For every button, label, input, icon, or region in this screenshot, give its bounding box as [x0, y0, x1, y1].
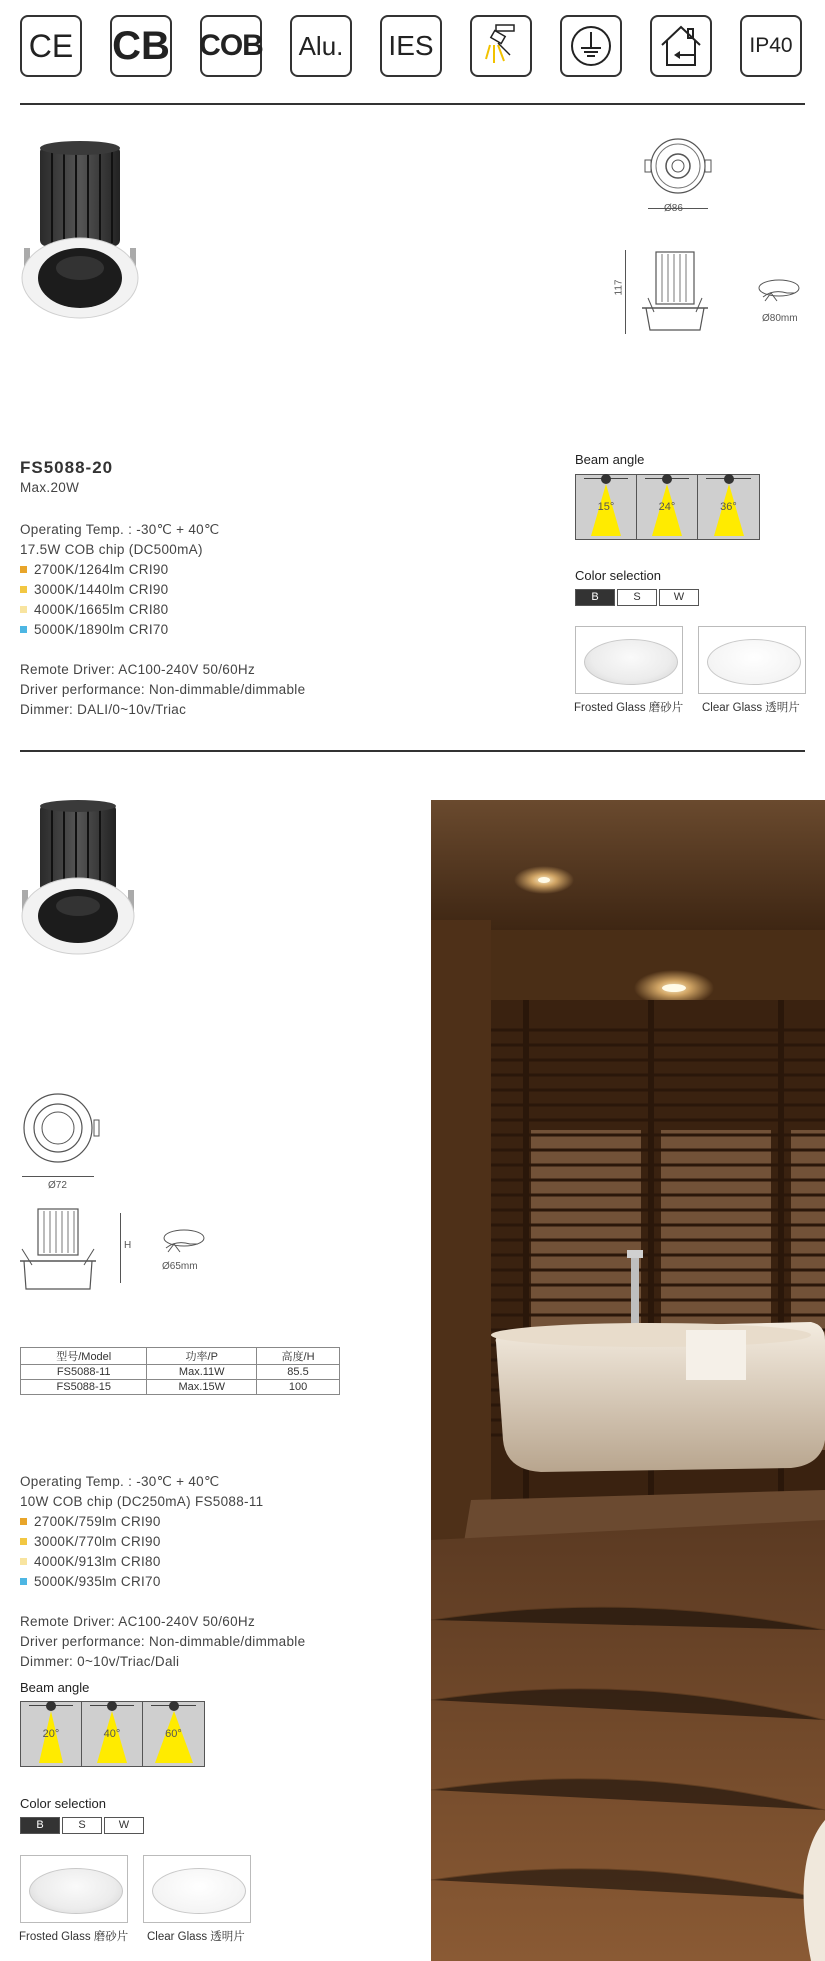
operating-temp: Operating Temp. : -30℃ + 40℃	[20, 522, 220, 537]
cct-text: 4000K/1665lm CRI80	[34, 602, 169, 617]
cutout-hole-icon	[158, 1228, 208, 1258]
cutout-hole-icon	[755, 277, 805, 309]
clear-glass-image	[698, 626, 806, 694]
dimmer-info: Dimmer: 0~10v/Triac/Dali	[20, 1654, 180, 1669]
cct-item	[20, 600, 305, 620]
table-cell: Max.15W	[147, 1380, 257, 1395]
product1-diameter-label: Ø86	[664, 203, 683, 214]
product2-spec-block	[20, 1472, 305, 1672]
product1-cutout-label: Ø80mm	[762, 313, 798, 324]
frosted-glass-image	[20, 1855, 128, 1923]
product1-model-title: FS5088-20	[20, 458, 114, 477]
height-dimension-line	[120, 1213, 121, 1283]
cb-label: CB	[112, 23, 170, 68]
driver-performance: Driver performance: Non-dimmable/dimmable	[20, 1634, 306, 1649]
ground-earth-icon	[560, 15, 622, 77]
beam-cell	[637, 475, 698, 539]
table-cell: 85.5	[257, 1365, 340, 1380]
cct-swatch	[20, 566, 27, 573]
color-selection-label: Color selection	[575, 568, 661, 583]
product2-diameter-label: Ø72	[48, 1180, 67, 1191]
cct-item	[20, 1552, 305, 1572]
table-cell: FS5088-11	[21, 1365, 147, 1380]
beam-angle-label: Beam angle	[575, 452, 645, 467]
cct-text: 5000K/935lm CRI70	[34, 1574, 161, 1589]
color-black-option: B	[20, 1817, 60, 1834]
product1-photo	[18, 138, 143, 323]
cob-mark-icon	[200, 15, 262, 77]
beam-cell	[82, 1702, 143, 1766]
product1-side-view-drawing	[640, 250, 710, 338]
beam-cell	[21, 1702, 82, 1766]
table-header-cell: 功率/P	[147, 1348, 257, 1365]
product2-side-view-drawing	[18, 1205, 100, 1295]
frosted-glass-caption: Frosted Glass 磨砂片	[574, 702, 684, 714]
ce-mark-icon	[20, 15, 82, 77]
cct-item	[20, 1512, 305, 1532]
adjustable-light-icon	[470, 15, 532, 77]
beam-angle-value: 40°	[103, 1728, 121, 1740]
color-selection-label: Color selection	[20, 1796, 106, 1811]
alu-label: Alu.	[298, 30, 344, 61]
cct-swatch	[20, 586, 27, 593]
height-dimension-line	[625, 250, 626, 334]
cb-mark-icon	[110, 15, 172, 77]
ies-mark-icon	[380, 15, 442, 77]
table-header-cell: 高度/H	[257, 1348, 340, 1365]
cct-swatch	[20, 1558, 27, 1565]
alu-mark-icon	[290, 15, 352, 77]
product1-max-power: Max.20W	[20, 480, 80, 495]
model-spec-table	[20, 1347, 340, 1395]
driver-performance: Driver performance: Non-dimmable/dimmable	[20, 682, 306, 697]
top-divider	[20, 103, 805, 105]
clear-glass-caption: Clear Glass 透明片	[147, 1931, 245, 1943]
middle-divider	[20, 750, 805, 752]
operating-temp: Operating Temp. : -30℃ + 40℃	[20, 1474, 220, 1489]
beam-cell	[698, 475, 759, 539]
chip-info: 17.5W COB chip (DC500mA)	[20, 542, 203, 557]
beam-angle-diagram	[575, 474, 760, 540]
chip-info: 10W COB chip (DC250mA) FS5088-11	[20, 1494, 264, 1509]
dimension-line	[22, 1176, 94, 1177]
cct-swatch	[20, 1538, 27, 1545]
cct-text: 5000K/1890lm CRI70	[34, 622, 169, 637]
cct-text: 2700K/1264lm CRI90	[34, 562, 169, 577]
product1-height-label: 117	[613, 279, 625, 296]
product2-height-label: H	[124, 1240, 132, 1251]
product1-top-view-drawing	[640, 138, 720, 198]
cct-text: 2700K/759lm CRI90	[34, 1514, 161, 1529]
color-silver-option: S	[617, 589, 657, 606]
product2-top-view-drawing	[20, 1092, 100, 1170]
remote-driver: Remote Driver: AC100-240V 50/60Hz	[20, 662, 256, 677]
cct-item	[20, 580, 305, 600]
color-silver-option: S	[62, 1817, 102, 1834]
color-white-option: W	[104, 1817, 144, 1834]
cct-swatch	[20, 606, 27, 613]
remote-driver: Remote Driver: AC100-240V 50/60Hz	[20, 1614, 256, 1629]
dimmer-info: Dimmer: DALI/0~10v/Triac	[20, 702, 187, 717]
cct-item	[20, 560, 305, 580]
beam-cell	[576, 475, 637, 539]
cct-swatch	[20, 1578, 27, 1585]
frosted-glass-caption: Frosted Glass 磨砂片	[19, 1931, 129, 1943]
ip40-mark-icon	[740, 15, 802, 77]
table-cell: FS5088-15	[21, 1380, 147, 1395]
table-header-cell: 型号/Model	[21, 1348, 147, 1365]
bathroom-interior-photo	[431, 800, 825, 1961]
cct-item	[20, 1572, 305, 1592]
product2-cutout-label: Ø65mm	[162, 1261, 198, 1272]
clear-glass-caption: Clear Glass 透明片	[702, 702, 800, 714]
ip-label: IP40	[749, 34, 793, 57]
ies-label: IES	[388, 30, 434, 61]
table-cell: 100	[257, 1380, 340, 1395]
cct-text: 3000K/770lm CRI90	[34, 1534, 161, 1549]
table-cell: Max.11W	[147, 1365, 257, 1380]
color-black-option: B	[575, 589, 615, 606]
product1-spec-block	[20, 520, 305, 720]
beam-angle-value: 20°	[42, 1728, 60, 1740]
color-selection-swatches	[20, 1817, 146, 1834]
beam-angle-value: 24°	[658, 501, 676, 513]
cct-item	[20, 620, 305, 640]
frosted-glass-image	[575, 626, 683, 694]
beam-angle-value: 36°	[720, 501, 737, 513]
color-selection-swatches	[575, 589, 701, 606]
cct-text: 3000K/1440lm CRI90	[34, 582, 169, 597]
ce-label: CE	[28, 27, 74, 64]
cct-swatch	[20, 1518, 27, 1525]
product2-photo	[18, 798, 138, 958]
indoor-use-icon	[650, 15, 712, 77]
table-row	[21, 1380, 340, 1395]
table-row	[21, 1365, 340, 1380]
clear-glass-image	[143, 1855, 251, 1923]
cob-label: COB	[199, 29, 263, 62]
beam-cell	[143, 1702, 204, 1766]
color-white-option: W	[659, 589, 699, 606]
cct-item	[20, 1532, 305, 1552]
beam-angle-value: 60°	[165, 1728, 182, 1740]
beam-angle-label: Beam angle	[20, 1680, 90, 1695]
beam-angle-value: 15°	[597, 501, 615, 513]
beam-angle-diagram	[20, 1701, 205, 1767]
table-header-row	[21, 1348, 340, 1365]
cct-swatch	[20, 626, 27, 633]
cct-text: 4000K/913lm CRI80	[34, 1554, 161, 1569]
